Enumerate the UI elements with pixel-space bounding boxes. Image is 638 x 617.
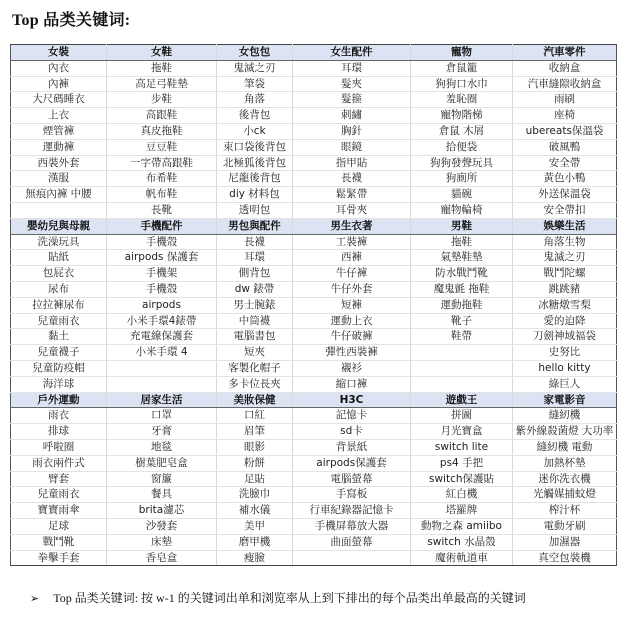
keyword-cell: 耳環 bbox=[293, 60, 411, 76]
keyword-cell: 眉筆 bbox=[217, 424, 293, 440]
table-row bbox=[11, 455, 617, 471]
page-title: Top 品类关键词: bbox=[12, 12, 131, 29]
category-header: 遊戲王 bbox=[411, 392, 513, 408]
table-row bbox=[11, 424, 617, 440]
keyword-cell: 足貼 bbox=[217, 471, 293, 487]
category-header: 手機配件 bbox=[107, 218, 217, 234]
keyword-cell: 加濕器 bbox=[513, 534, 617, 550]
section-header-row bbox=[11, 392, 617, 408]
keyword-cell: 手機屏幕放大器 bbox=[293, 518, 411, 534]
table-row bbox=[11, 550, 617, 566]
keyword-cell: 小ck bbox=[217, 123, 293, 139]
keyword-cell: 兒童襪子 bbox=[11, 345, 107, 361]
keyword-cell: ps4 手把 bbox=[411, 455, 513, 471]
keyword-cell: 拉拉褲尿布 bbox=[11, 297, 107, 313]
category-header: 美妝保健 bbox=[217, 392, 293, 408]
keyword-cell: 短褲 bbox=[293, 297, 411, 313]
keyword-cell: 安全帶 bbox=[513, 155, 617, 171]
keyword-cell: 拖鞋 bbox=[107, 60, 217, 76]
keyword-cell: 牙膏 bbox=[107, 424, 217, 440]
table-row bbox=[11, 345, 617, 361]
keyword-cell: 一字帶高跟鞋 bbox=[107, 155, 217, 171]
keyword-cell: 電腦書包 bbox=[217, 329, 293, 345]
keyword-cell: 背景紙 bbox=[293, 439, 411, 455]
keyword-cell: 收納盒 bbox=[513, 60, 617, 76]
keyword-cell: 迷你洗衣機 bbox=[513, 471, 617, 487]
keyword-cell: 工裝褲 bbox=[293, 234, 411, 250]
keyword-cell: 運動拖鞋 bbox=[411, 297, 513, 313]
keyword-cell bbox=[11, 202, 107, 218]
category-header: 寵物 bbox=[411, 45, 513, 61]
table-row bbox=[11, 123, 617, 139]
keyword-cell: 光觸媒捕蚊燈 bbox=[513, 487, 617, 503]
keyword-cell: 縫紉機 電動 bbox=[513, 439, 617, 455]
keyword-cell: 兒童雨衣 bbox=[11, 313, 107, 329]
keyword-cell: brita濾芯 bbox=[107, 503, 217, 519]
table-row bbox=[11, 155, 617, 171]
keyword-cell: 角落 bbox=[217, 92, 293, 108]
table-row bbox=[11, 503, 617, 519]
keyword-cell: 無痕內褲 中腰 bbox=[11, 187, 107, 203]
keyword-cell: 寵物輪椅 bbox=[411, 202, 513, 218]
keyword-cell: 運動上衣 bbox=[293, 313, 411, 329]
table-row bbox=[11, 187, 617, 203]
keyword-cell: 紫外線殺菌燈 大功率 bbox=[513, 424, 617, 440]
keyword-cell: dw 錶帶 bbox=[217, 281, 293, 297]
keyword-cell: 漢服 bbox=[11, 171, 107, 187]
table-row bbox=[11, 202, 617, 218]
keyword-cell: 魔術軌道車 bbox=[411, 550, 513, 566]
keyword-cell: 魔鬼氈 拖鞋 bbox=[411, 281, 513, 297]
table-row bbox=[11, 471, 617, 487]
keyword-cell: switch 水晶殼 bbox=[411, 534, 513, 550]
keyword-cell: 臂套 bbox=[11, 471, 107, 487]
keyword-cell: 沙發套 bbox=[107, 518, 217, 534]
keyword-cell bbox=[411, 360, 513, 376]
keyword-cell: 安全帶扣 bbox=[513, 202, 617, 218]
category-header: 嬰幼兒與母親 bbox=[11, 218, 107, 234]
table-row bbox=[11, 92, 617, 108]
keyword-cell: 短夾 bbox=[217, 345, 293, 361]
category-keywords-table bbox=[10, 44, 616, 566]
keyword-cell: 小米手環 4 bbox=[107, 345, 217, 361]
keyword-cell: 內褲 bbox=[11, 76, 107, 92]
keyword-cell: 雨衣 bbox=[11, 408, 107, 424]
category-header: 居家生活 bbox=[107, 392, 217, 408]
keyword-cell: 帆布鞋 bbox=[107, 187, 217, 203]
keyword-cell bbox=[411, 345, 513, 361]
keyword-cell: sd卡 bbox=[293, 424, 411, 440]
arrow-bullet-icon: ➢ bbox=[30, 593, 40, 605]
keyword-cell: 角落生物 bbox=[513, 234, 617, 250]
keyword-cell: 長靴 bbox=[107, 202, 217, 218]
keyword-cell: 足球 bbox=[11, 518, 107, 534]
category-header: 家電影音 bbox=[513, 392, 617, 408]
keyword-cell: airpods保護套 bbox=[293, 455, 411, 471]
category-header: 女包包 bbox=[217, 45, 293, 61]
keyword-cell: 海洋球 bbox=[11, 376, 107, 392]
keyword-cell: 男士腕錶 bbox=[217, 297, 293, 313]
keyword-cell: 行車紀錄器記憶卡 bbox=[293, 503, 411, 519]
keyword-cell: 西裝外套 bbox=[11, 155, 107, 171]
keyword-cell bbox=[293, 550, 411, 566]
keyword-cell: 拳擊手套 bbox=[11, 550, 107, 566]
keyword-cell: 後背包 bbox=[217, 108, 293, 124]
keyword-cell: 兒童防疫帽 bbox=[11, 360, 107, 376]
keyword-cell: diy 材料包 bbox=[217, 187, 293, 203]
keyword-cell: 加熱杯墊 bbox=[513, 455, 617, 471]
table-row bbox=[11, 234, 617, 250]
keyword-cell: 床墊 bbox=[107, 534, 217, 550]
category-header: 男鞋 bbox=[411, 218, 513, 234]
keyword-cell: 座椅 bbox=[513, 108, 617, 124]
keyword-cell: 縮口褲 bbox=[293, 376, 411, 392]
keyword-cell: 洗臉巾 bbox=[217, 487, 293, 503]
keyword-cell: 豆豆鞋 bbox=[107, 139, 217, 155]
keyword-cell: 襯衫 bbox=[293, 360, 411, 376]
keyword-cell: 內衣 bbox=[11, 60, 107, 76]
table-row bbox=[11, 360, 617, 376]
keyword-cell: 雨刷 bbox=[513, 92, 617, 108]
keyword-cell: 耳環 bbox=[217, 250, 293, 266]
keyword-cell: 黃色小鴨 bbox=[513, 171, 617, 187]
keyword-cell: 西褲 bbox=[293, 250, 411, 266]
keyword-cell: 筆袋 bbox=[217, 76, 293, 92]
keyword-cell bbox=[411, 376, 513, 392]
keyword-cell: 羞恥圈 bbox=[411, 92, 513, 108]
keyword-cell: 氣墊鞋墊 bbox=[411, 250, 513, 266]
keyword-cell: 眼影 bbox=[217, 439, 293, 455]
keyword-cell: 地毯 bbox=[107, 439, 217, 455]
keyword-cell: 月光寶盒 bbox=[411, 424, 513, 440]
keyword-cell: 中筒襪 bbox=[217, 313, 293, 329]
category-header: 男生衣著 bbox=[293, 218, 411, 234]
keyword-cell: 電腦螢幕 bbox=[293, 471, 411, 487]
table-row bbox=[11, 266, 617, 282]
keyword-cell: 高跟鞋 bbox=[107, 108, 217, 124]
keyword-cell: 小米手環4錶帶 bbox=[107, 313, 217, 329]
keyword-cell: 鬆緊帶 bbox=[293, 187, 411, 203]
keyword-cell: 牛仔外套 bbox=[293, 281, 411, 297]
keyword-cell: 鬼滅之刃 bbox=[217, 60, 293, 76]
keyword-cell: 綠巨人 bbox=[513, 376, 617, 392]
section-header-row bbox=[11, 218, 617, 234]
keyword-cell: 口罩 bbox=[107, 408, 217, 424]
keyword-cell bbox=[107, 360, 217, 376]
table-row bbox=[11, 518, 617, 534]
keyword-cell bbox=[107, 376, 217, 392]
table-row bbox=[11, 139, 617, 155]
category-header: 娛樂生活 bbox=[513, 218, 617, 234]
footnote-text: Top 品类关键词: 按 w-1 的关键词出单和浏览率从上到下排出的每个品类出单最高的关键词 bbox=[53, 591, 526, 605]
section-header-row bbox=[11, 45, 617, 61]
keyword-cell: 束口袋後背包 bbox=[217, 139, 293, 155]
keyword-cell: 手機殼 bbox=[107, 281, 217, 297]
keyword-cell: 粉餅 bbox=[217, 455, 293, 471]
keyword-cell: 樹葉肥皂盒 bbox=[107, 455, 217, 471]
keyword-cell: 曲面螢幕 bbox=[293, 534, 411, 550]
table-row bbox=[11, 408, 617, 424]
keyword-cell: 瘦臉 bbox=[217, 550, 293, 566]
keyword-cell: 高足弓鞋墊 bbox=[107, 76, 217, 92]
table-row bbox=[11, 250, 617, 266]
keyword-cell: 牛仔破褲 bbox=[293, 329, 411, 345]
category-header: H3C bbox=[293, 392, 411, 408]
keyword-cell: 客製化帽子 bbox=[217, 360, 293, 376]
keyword-cell: 上衣 bbox=[11, 108, 107, 124]
keyword-cell: 北極狐後背包 bbox=[217, 155, 293, 171]
keyword-cell: 黏土 bbox=[11, 329, 107, 345]
keyword-cell: 運動褲 bbox=[11, 139, 107, 155]
keyword-cell: 彈性西裝褲 bbox=[293, 345, 411, 361]
keyword-cell: 史努比 bbox=[513, 345, 617, 361]
keyword-cell: 耳骨夾 bbox=[293, 202, 411, 218]
keyword-cell: 記憶卡 bbox=[293, 408, 411, 424]
keyword-cell: ubereats保溫袋 bbox=[513, 123, 617, 139]
table-row bbox=[11, 534, 617, 550]
keyword-cell: 香皂盒 bbox=[107, 550, 217, 566]
table-row bbox=[11, 313, 617, 329]
keyword-cell: 鬼滅之刃 bbox=[513, 250, 617, 266]
keyword-cell: 跳跳豬 bbox=[513, 281, 617, 297]
keyword-cell: 補水儀 bbox=[217, 503, 293, 519]
keyword-cell: 煙管褲 bbox=[11, 123, 107, 139]
keyword-cell: 刀劍神域福袋 bbox=[513, 329, 617, 345]
table-row bbox=[11, 171, 617, 187]
keyword-cell: 真皮拖鞋 bbox=[107, 123, 217, 139]
keyword-cell: 透明包 bbox=[217, 202, 293, 218]
keyword-cell: 塔羅牌 bbox=[411, 503, 513, 519]
keyword-cell: 電動牙刷 bbox=[513, 518, 617, 534]
category-header: 女裝 bbox=[11, 45, 107, 61]
table-row bbox=[11, 108, 617, 124]
keyword-cell: 尼龍後背包 bbox=[217, 171, 293, 187]
keyword-cell: 布希鞋 bbox=[107, 171, 217, 187]
keyword-cell: 胸針 bbox=[293, 123, 411, 139]
keyword-cell: 寵物階梯 bbox=[411, 108, 513, 124]
keyword-cell: 手機架 bbox=[107, 266, 217, 282]
keyword-cell: 動物之森 amiibo bbox=[411, 518, 513, 534]
keyword-cell: 拾便袋 bbox=[411, 139, 513, 155]
keyword-cell: 真空包裝機 bbox=[513, 550, 617, 566]
table-row bbox=[11, 76, 617, 92]
keyword-cell: 髮夾 bbox=[293, 76, 411, 92]
keyword-cell: 冰糖燉雪梨 bbox=[513, 297, 617, 313]
keyword-cell: 外送保溫袋 bbox=[513, 187, 617, 203]
keyword-cell: 包屁衣 bbox=[11, 266, 107, 282]
keyword-cell: 破風鴨 bbox=[513, 139, 617, 155]
keyword-cell: 兒童雨衣 bbox=[11, 487, 107, 503]
keyword-cell: 尿布 bbox=[11, 281, 107, 297]
keyword-cell: switch lite bbox=[411, 439, 513, 455]
table-row bbox=[11, 487, 617, 503]
keyword-cell: 倉鼠籠 bbox=[411, 60, 513, 76]
category-header: 女生配件 bbox=[293, 45, 411, 61]
keyword-cell: 愛的迫降 bbox=[513, 313, 617, 329]
keyword-cell: 靴子 bbox=[411, 313, 513, 329]
category-header: 男包與配件 bbox=[217, 218, 293, 234]
table-row bbox=[11, 60, 617, 76]
keyword-cell: 鞋帶 bbox=[411, 329, 513, 345]
category-header: 汽車零件 bbox=[513, 45, 617, 61]
keyword-cell: 狗廁所 bbox=[411, 171, 513, 187]
keyword-cell: 拼圖 bbox=[411, 408, 513, 424]
keyword-cell: 牛仔褲 bbox=[293, 266, 411, 282]
table-row bbox=[11, 376, 617, 392]
keyword-cell: 餐具 bbox=[107, 487, 217, 503]
keyword-cell: 多卡位長夾 bbox=[217, 376, 293, 392]
keyword-cell: 長襪 bbox=[293, 171, 411, 187]
keyword-cell: 呼啦圈 bbox=[11, 439, 107, 455]
keyword-cell: 貼紙 bbox=[11, 250, 107, 266]
table-row bbox=[11, 329, 617, 345]
keyword-cell: 排球 bbox=[11, 424, 107, 440]
keyword-cell: 指甲貼 bbox=[293, 155, 411, 171]
keyword-cell: 手機殼 bbox=[107, 234, 217, 250]
category-header: 女鞋 bbox=[107, 45, 217, 61]
keyword-cell: 步鞋 bbox=[107, 92, 217, 108]
footnote bbox=[30, 589, 526, 606]
keyword-cell: 大尺碼睡衣 bbox=[11, 92, 107, 108]
keyword-cell: 美甲 bbox=[217, 518, 293, 534]
keyword-cell: 貓碗 bbox=[411, 187, 513, 203]
keyword-cell: 磨甲機 bbox=[217, 534, 293, 550]
table-row bbox=[11, 281, 617, 297]
keyword-cell: 眼鏡 bbox=[293, 139, 411, 155]
keyword-cell: switch保護貼 bbox=[411, 471, 513, 487]
keyword-cell: 倉鼠 木屑 bbox=[411, 123, 513, 139]
keyword-cell: 縫紉機 bbox=[513, 408, 617, 424]
keyword-cell: 長襪 bbox=[217, 234, 293, 250]
keyword-cell: 狗狗發聲玩具 bbox=[411, 155, 513, 171]
keyword-cell: 寶寶雨傘 bbox=[11, 503, 107, 519]
keyword-cell: 防水戰鬥靴 bbox=[411, 266, 513, 282]
keyword-cell: 口紅 bbox=[217, 408, 293, 424]
keyword-cell: airpods 保護套 bbox=[107, 250, 217, 266]
keyword-cell: hello kitty bbox=[513, 360, 617, 376]
keyword-cell: 拖鞋 bbox=[411, 234, 513, 250]
keyword-cell: 狗狗口水巾 bbox=[411, 76, 513, 92]
keyword-cell: 戰鬥陀螺 bbox=[513, 266, 617, 282]
keyword-cell: 充電線保護套 bbox=[107, 329, 217, 345]
table-row bbox=[11, 439, 617, 455]
keyword-cell: airpods bbox=[107, 297, 217, 313]
keyword-cell: 雨衣兩件式 bbox=[11, 455, 107, 471]
keyword-cell: 側背包 bbox=[217, 266, 293, 282]
keyword-cell: 手寫板 bbox=[293, 487, 411, 503]
keyword-cell: 窗簾 bbox=[107, 471, 217, 487]
category-header: 戶外運動 bbox=[11, 392, 107, 408]
keyword-cell: 刺繡 bbox=[293, 108, 411, 124]
keyword-cell: 紅白機 bbox=[411, 487, 513, 503]
keyword-cell: 戰鬥靴 bbox=[11, 534, 107, 550]
table-row bbox=[11, 297, 617, 313]
keyword-cell: 榨汁杯 bbox=[513, 503, 617, 519]
keyword-cell: 洗澡玩具 bbox=[11, 234, 107, 250]
keyword-cell: 髮箍 bbox=[293, 92, 411, 108]
keyword-cell: 汽車縫隙收納盒 bbox=[513, 76, 617, 92]
